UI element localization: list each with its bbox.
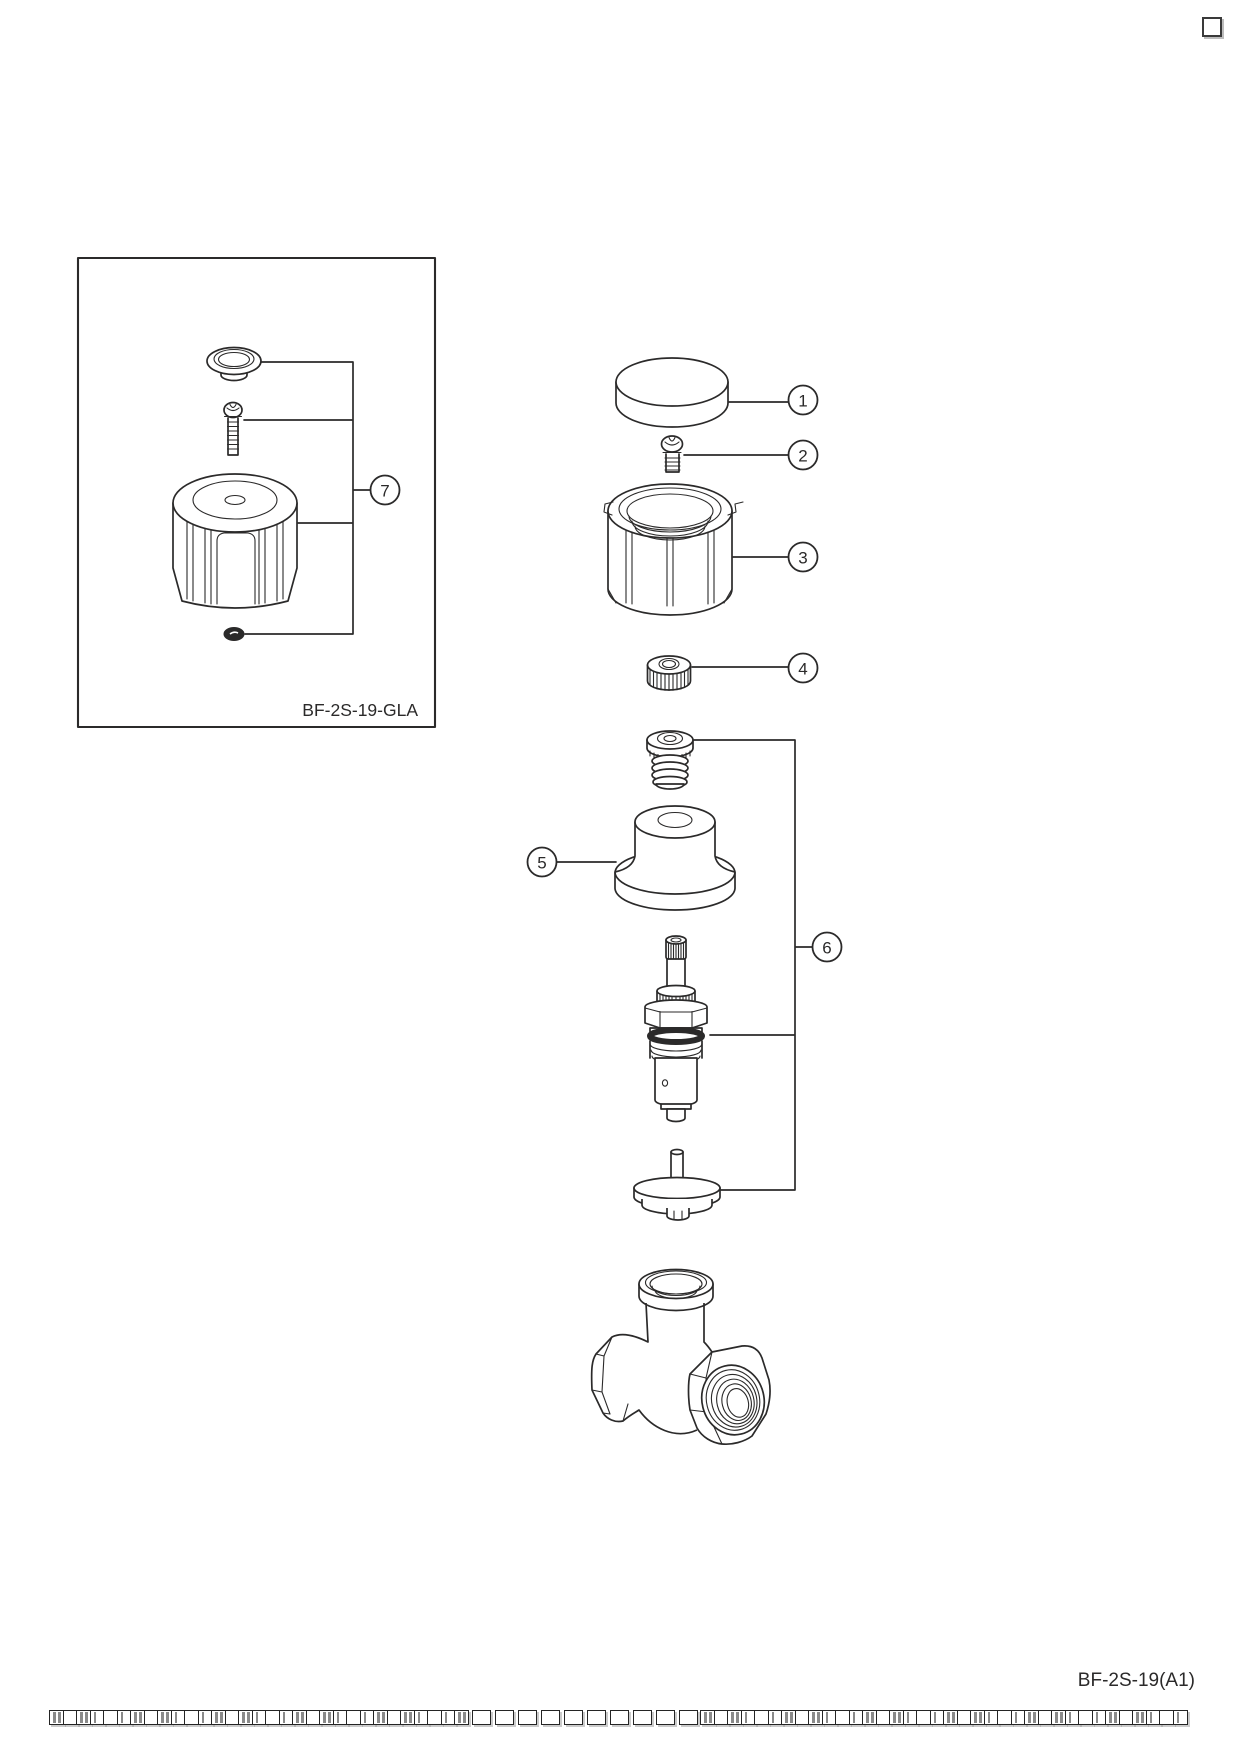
footer-strip-seg-1 <box>472 1710 702 1725</box>
inset-model-label: BF-2S-19-GLA <box>302 700 418 720</box>
doc-code: BF-2S-19(A1) <box>1077 1670 1195 1691</box>
callout-7-number: 7 <box>380 481 390 501</box>
footer-glyph-box <box>518 1710 537 1725</box>
callout-5-number: 5 <box>537 853 547 873</box>
footer-glyph-strip <box>0 1710 1240 1728</box>
footer-glyph-box <box>472 1710 491 1725</box>
screw-drawing <box>662 436 818 472</box>
footer-glyph-box <box>610 1710 629 1725</box>
footer-glyph-box <box>495 1710 514 1725</box>
packing-gland-screw-drawing <box>647 731 693 789</box>
seat-washer-drawing <box>634 1150 720 1221</box>
gland-nut-drawing <box>648 654 818 691</box>
footer-glyph-box <box>454 1710 469 1725</box>
callout-6-number: 6 <box>822 938 832 958</box>
footer-glyph-box <box>587 1710 606 1725</box>
valve-body-drawing <box>592 1270 772 1445</box>
inset-o-ring-drawing <box>224 628 244 641</box>
footer-strip-seg-2 <box>700 1710 1186 1725</box>
footer-glyph-box <box>541 1710 560 1725</box>
footer-glyph-box <box>679 1710 698 1725</box>
trim-cap-drawing <box>207 348 261 381</box>
callout-2-number: 2 <box>798 446 808 466</box>
callout-4-number: 4 <box>798 659 808 679</box>
flange-bushing-drawing <box>528 806 736 910</box>
footer-glyph-box <box>656 1710 675 1725</box>
inset-knob-drawing <box>173 474 297 608</box>
inset-panel <box>78 258 435 727</box>
group6-bracket <box>694 740 842 1190</box>
knurled-handle-drawing <box>604 484 818 615</box>
callout-3-number: 3 <box>798 548 808 568</box>
footer-glyph-box <box>564 1710 583 1725</box>
footer-glyph-box <box>1173 1710 1188 1725</box>
spindle-cartridge-drawing <box>645 936 707 1122</box>
inset-screw-drawing <box>224 403 242 456</box>
footer-glyph-box <box>633 1710 652 1725</box>
cap-drawing <box>616 358 818 427</box>
callout-1-number: 1 <box>798 391 808 411</box>
footer-strip-seg-0 <box>49 1710 468 1725</box>
